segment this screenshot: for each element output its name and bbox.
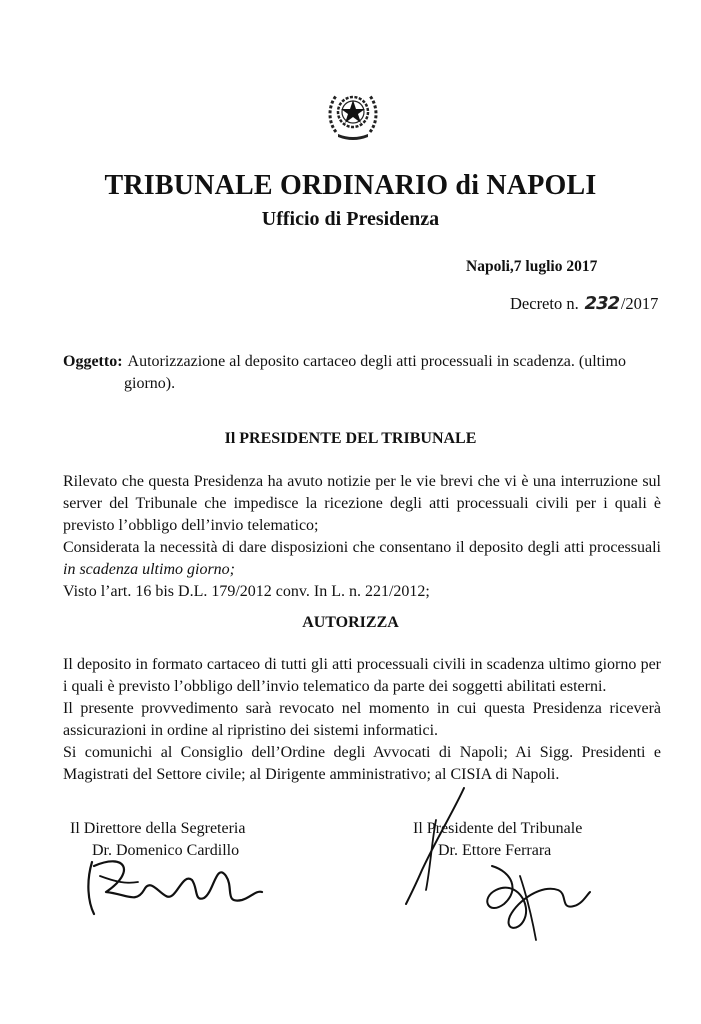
paragraph-visto: Visto l’art. 16 bis D.L. 179/2012 conv. In L. n. 221/2012; bbox=[63, 583, 430, 600]
subject-text: Autorizzazione al deposito cartaceo degli atti processuali in scadenza. (ultimo giorno). bbox=[124, 353, 626, 392]
place-date: Napoli,7 luglio 2017 bbox=[466, 258, 598, 275]
paragraph-rilevato: Rilevato che questa Presidenza ha avuto notizie per le vie brevi che vi è una interruzione sul server del Tribunale che impedisce la ricezione degli atti processuali civili per i quali è previsto l’obbligo dell’invio telematico; bbox=[63, 473, 661, 534]
president-body bbox=[63, 471, 661, 603]
court-title: TRIBUNALE ORDINARIO di NAPOLI bbox=[104, 170, 597, 201]
paragraph-revoca: Il presente provvedimento sarà revocato nel momento in cui questa Presidenza riceverà assicurazioni in ordine al ripristino dei sistemi informatici. bbox=[63, 700, 661, 739]
subject-block bbox=[63, 351, 663, 395]
right-handwritten-signature bbox=[392, 780, 592, 950]
president-heading: Il PRESIDENTE DEL TRIBUNALE bbox=[224, 430, 477, 447]
authorize-body bbox=[63, 654, 661, 786]
left-signatory-name: Dr. Domenico Cardillo bbox=[92, 842, 240, 859]
left-signatory-title: Il Direttore della Segreteria bbox=[70, 820, 246, 837]
paragraph-considerata-italic: in scadenza ultimo giorno; bbox=[63, 561, 235, 578]
paragraph-considerata bbox=[63, 537, 661, 581]
office-subtitle: Ufficio di Presidenza bbox=[261, 208, 440, 230]
right-signatory-title: Il Presidente del Tribunale bbox=[413, 820, 583, 837]
paragraph-considerata-text: Considerata la necessità di dare disposizioni che consentano il deposito degli atti processuali bbox=[63, 539, 661, 556]
paragraph-deposito: Il deposito in formato cartaceo di tutti gli atti processuali civili in scadenza ultimo giorno per i quali è previsto l’obbligo dell’invio telematico da parte dei soggetti abilitati esterni. bbox=[63, 656, 661, 695]
decree-number-line bbox=[510, 293, 658, 314]
left-handwritten-signature bbox=[66, 832, 266, 922]
decree-prefix: Decreto n. bbox=[510, 294, 579, 313]
subject-label: Oggetto: bbox=[63, 353, 123, 370]
right-signatory-name: Dr. Ettore Ferrara bbox=[438, 842, 552, 859]
decree-suffix: /2017 bbox=[620, 294, 659, 313]
decree-handwritten-number: 232 bbox=[584, 293, 620, 314]
paragraph-comunichi: Si comunichi al Consiglio dell’Ordine degli Avvocati di Napoli; Ai Sigg. Presidenti e Magistrati del Settore civile; al Dirigente amministrativo; al CISIA di Napoli. bbox=[63, 744, 661, 783]
authorize-heading: AUTORIZZA bbox=[302, 614, 399, 631]
italian-republic-emblem-icon bbox=[326, 86, 380, 142]
